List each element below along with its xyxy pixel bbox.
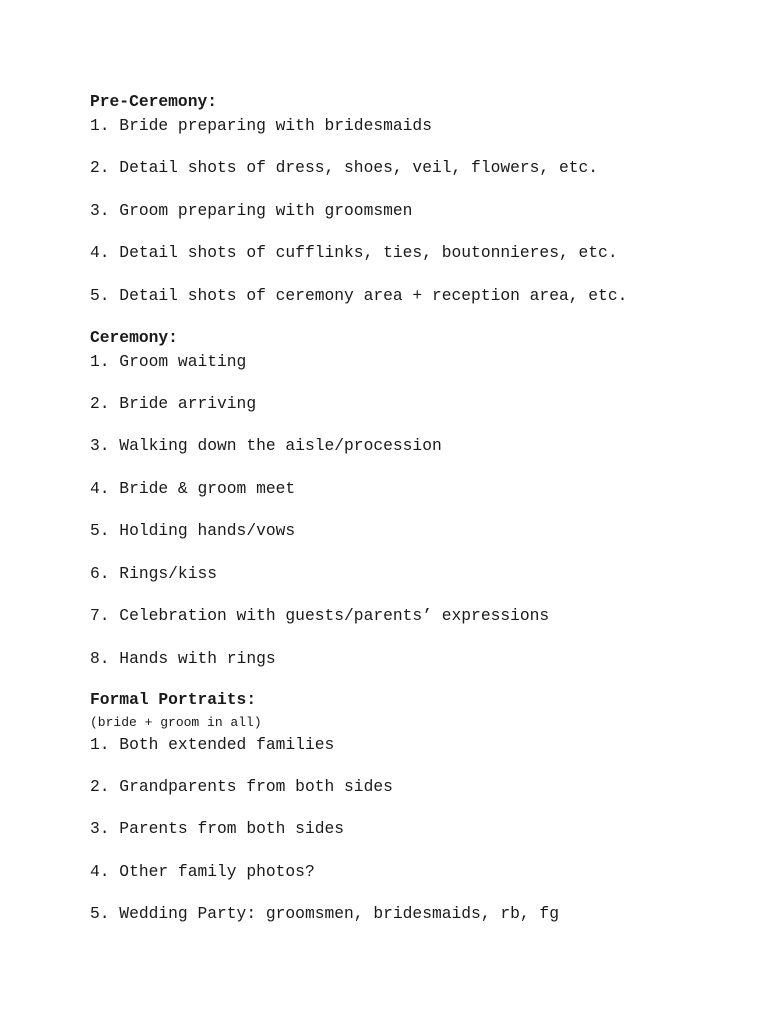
- list-item: 2. Grandparents from both sides: [90, 777, 393, 796]
- section-heading-ceremony: Ceremony:: [90, 328, 178, 347]
- list-item: 8. Hands with rings: [90, 649, 276, 668]
- list-item: 2. Bride arriving: [90, 394, 257, 413]
- list-item: 2. Detail shots of dress, shoes, veil, flowers, etc.: [90, 158, 599, 177]
- list-item: 7. Celebration with guests/parents’ expressions: [90, 606, 550, 625]
- list-item: 4. Detail shots of cufflinks, ties, boutonnieres, etc.: [90, 243, 618, 262]
- section-heading-pre-ceremony: Pre-Ceremony:: [90, 92, 218, 111]
- list-item: 4. Bride & groom meet: [90, 479, 296, 498]
- list-item: 5. Detail shots of ceremony area + reception area, etc.: [90, 286, 628, 305]
- list-item: 5. Wedding Party: groomsmen, bridesmaids, rb, fg: [90, 904, 559, 923]
- list-item: 3. Parents from both sides: [90, 819, 345, 838]
- list-item: 5. Holding hands/vows: [90, 521, 296, 540]
- section-note: (bride + groom in all): [90, 715, 262, 730]
- list-item: 1. Bride preparing with bridesmaids: [90, 116, 432, 135]
- list-item: 3. Groom preparing with groomsmen: [90, 201, 413, 220]
- list-item: 3. Walking down the aisle/procession: [90, 436, 442, 455]
- section-heading-formal-portraits: Formal Portraits:: [90, 690, 257, 709]
- list-item: 6. Rings/kiss: [90, 564, 218, 583]
- list-item: 1. Groom waiting: [90, 352, 247, 371]
- list-item: 1. Both extended families: [90, 735, 335, 754]
- list-item: 4. Other family photos?: [90, 862, 315, 881]
